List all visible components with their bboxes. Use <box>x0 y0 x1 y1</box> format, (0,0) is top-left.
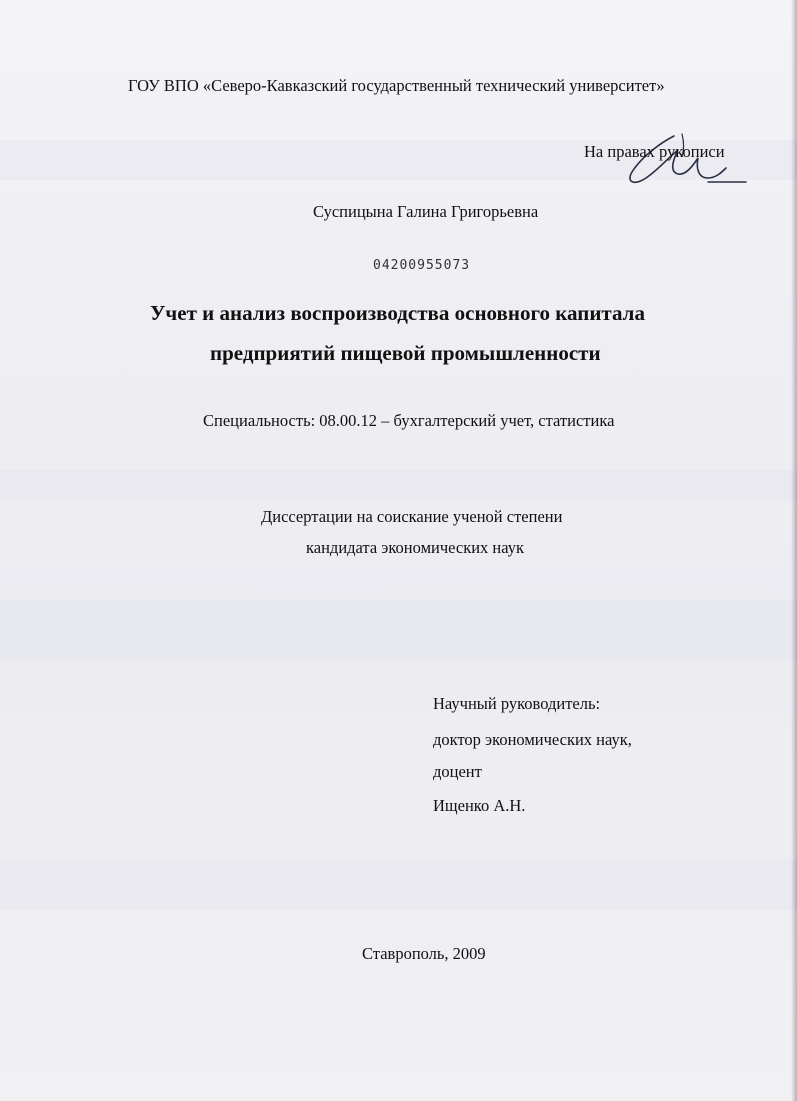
scan-band <box>0 600 797 660</box>
scan-edge-shadow <box>791 0 797 1101</box>
dissertation-degree-line-2: кандидата экономических наук <box>306 538 525 557</box>
university-name: ГОУ ВПО «Северо-Кавказский государственный технический университет» <box>128 76 665 95</box>
specialty: Специальность: 08.00.12 – бухгалтерский учет, статистика <box>203 411 615 430</box>
scan-band <box>0 470 797 500</box>
registration-number: 04200955073 <box>373 258 471 273</box>
dissertation-degree-line-1: Диссертации на соискание ученой степени <box>261 507 563 526</box>
author-name: Суспицына Галина Григорьевна <box>313 202 539 221</box>
dissertation-title-line-1: Учет и анализ воспроизводства основного капитала <box>150 301 645 325</box>
supervisor-rank: доцент <box>433 762 482 781</box>
supervisor-label: Научный руководитель: <box>433 694 601 713</box>
supervisor-name: Ищенко А.Н. <box>433 796 526 815</box>
manuscript-note: На правах рукописи <box>584 142 725 161</box>
city-year: Ставрополь, 2009 <box>362 944 486 963</box>
scan-band <box>0 860 797 910</box>
dissertation-title-line-2: предприятий пищевой промышленности <box>210 341 601 365</box>
supervisor-degree: доктор экономических наук, <box>433 730 632 749</box>
